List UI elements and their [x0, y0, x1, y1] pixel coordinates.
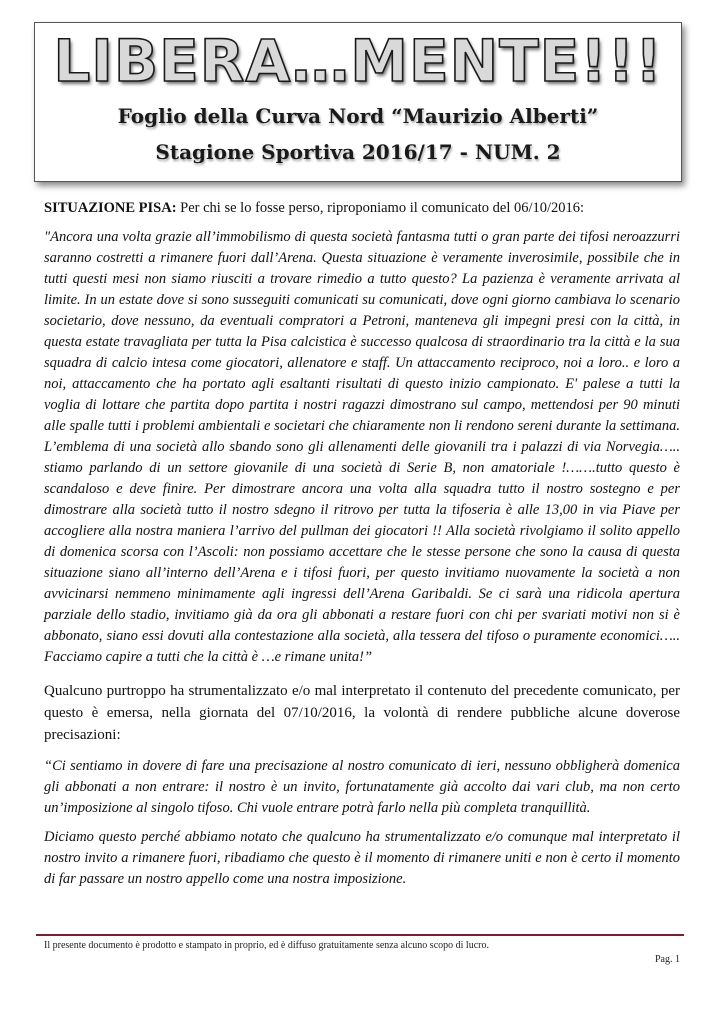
- footer-disclaimer: Il presente documento è prodotto e stampato in proprio, ed è diffuso gratuitamente senza alcuno scopo di lucro.: [44, 940, 489, 951]
- clarification-quote-continued: Diciamo questo perché abbiamo notato che qualcuno ha strumentalizzato e/o comunque mal interpretato il nostro invito a rimanere fuori, ribadiamo che questo è il momento di rimanere uniti e non è certo il momento di far passare un nostro appello come una nostra imposizione.: [44, 829, 680, 887]
- intro-text: Per chi se lo fosse perso, riproponiamo il comunicato del 06/10/2016:: [176, 200, 585, 216]
- publication-subtitle: Foglio della Curva Nord “Maurizio Alberti”: [117, 104, 599, 128]
- footer-divider: [36, 934, 684, 936]
- clarification-quote: “Ci sentiamo in dovere di fare una precisazione al nostro comunicato di ieri, nessuno obbligherà domenica gli abbonati a non entrare: il nostro è un invito, fortunatamente già accolto dai vari club, ma non certo un’imposizione al singolo tifoso. Chi vuole entrare potrà farlo nella più completa tranquillità.: [44, 758, 680, 816]
- season-issue-line: Stagione Sportiva 2016/17 - NUM. 2: [155, 140, 561, 164]
- article-body: [44, 198, 680, 898]
- press-release-quote: "Ancora una volta grazie all’immobilismo di questa società fantasma tutti o gran parte dei tifosi neroazzurri saranno costretti a rimanere fuori dall’Arena. Questa situazione è veramente inverosimile, possibile che in tutti questi mesi non siamo riusciti a trovare rimedio a tutto questo? La pazienza è veramente arrivata al limite. In un estate dove si sono susseguiti comunicati su comunicati, dove ogni giorno cambiava lo scenario societario, dove nessuno, da eventuali compratori a Petroni, manteneva gli impegni presi con la città, in questa estate travagliata per tutta la Pisa calcistica è successo qualcosa di straordinario tra la città e la sua squadra di calcio intesa come giocatori, allenatore e staff. Un attaccamento reciproco, noi a loro.. e loro a noi, attaccamento che ha portato agli esaltanti risultati di questo inizio campionato. E' palese a tutti la voglia di lottare che partita dopo partita i nostri ragazzi dimostrano sul campo, mettendosi per 90 minuti alle spalle tutti i problemi ambientali e societari che chiaramente non li rendono sereni durante la settimana. L’emblema di una società allo sbando sono gli allenamenti delle giovanili tra i palazzi di via Norvegia….. stiamo parlando di un settore giovanile di una società di Serie B, non amatoriale !…….tutto questo è scandaloso e deve finire. Per dimostrare ancora una volta alla squadra tutto il nostro sostegno e per dimostrare alla società tutto il nostro sdegno il ritrovo per tutta la tifoseria è alle 13,00 in via Piave per accogliere alla nostra maniera l’arrivo del pullman dei giocatori !! Alla società rivolgiamo il solito appello di domenica scorsa con l’Ascoli: non possiamo accettare che le stesse persone che sono la causa di questa situazione siano all’interno dell’Arena e i tifosi fuori, per questo invitiamo nuovamente la società a non avvicinarsi nemmeno minimamente agli ingressi dell’Arena Garibaldi. Se ci sarà una ridicola apertura parziale dello stadio, invitiamo già da ora gli abbonati a restare fuori con chi per svariati motivi non si è abbonato, siano essi dovuti alla contestazione alla società, alla tessera del tifoso o puramente economici….. Facciamo capire a tutti che la città è …e rimane unita!”: [44, 229, 680, 665]
- masthead-title: LIBERA…MENTE!!!: [53, 27, 663, 95]
- clarification-intro: Qualcuno purtroppo ha strumentalizzato e/o mal interpretato il contenuto del precedente comunicato, per questo è emersa, nella giornata del 07/10/2016, la volontà di rendere pubbliche alcune doverose precisazioni:: [44, 683, 680, 743]
- page-number: Pag. 1: [655, 954, 680, 965]
- intro-paragraph: [44, 198, 680, 219]
- masthead-box: [34, 22, 682, 182]
- section-label: SITUAZIONE PISA:: [44, 200, 177, 216]
